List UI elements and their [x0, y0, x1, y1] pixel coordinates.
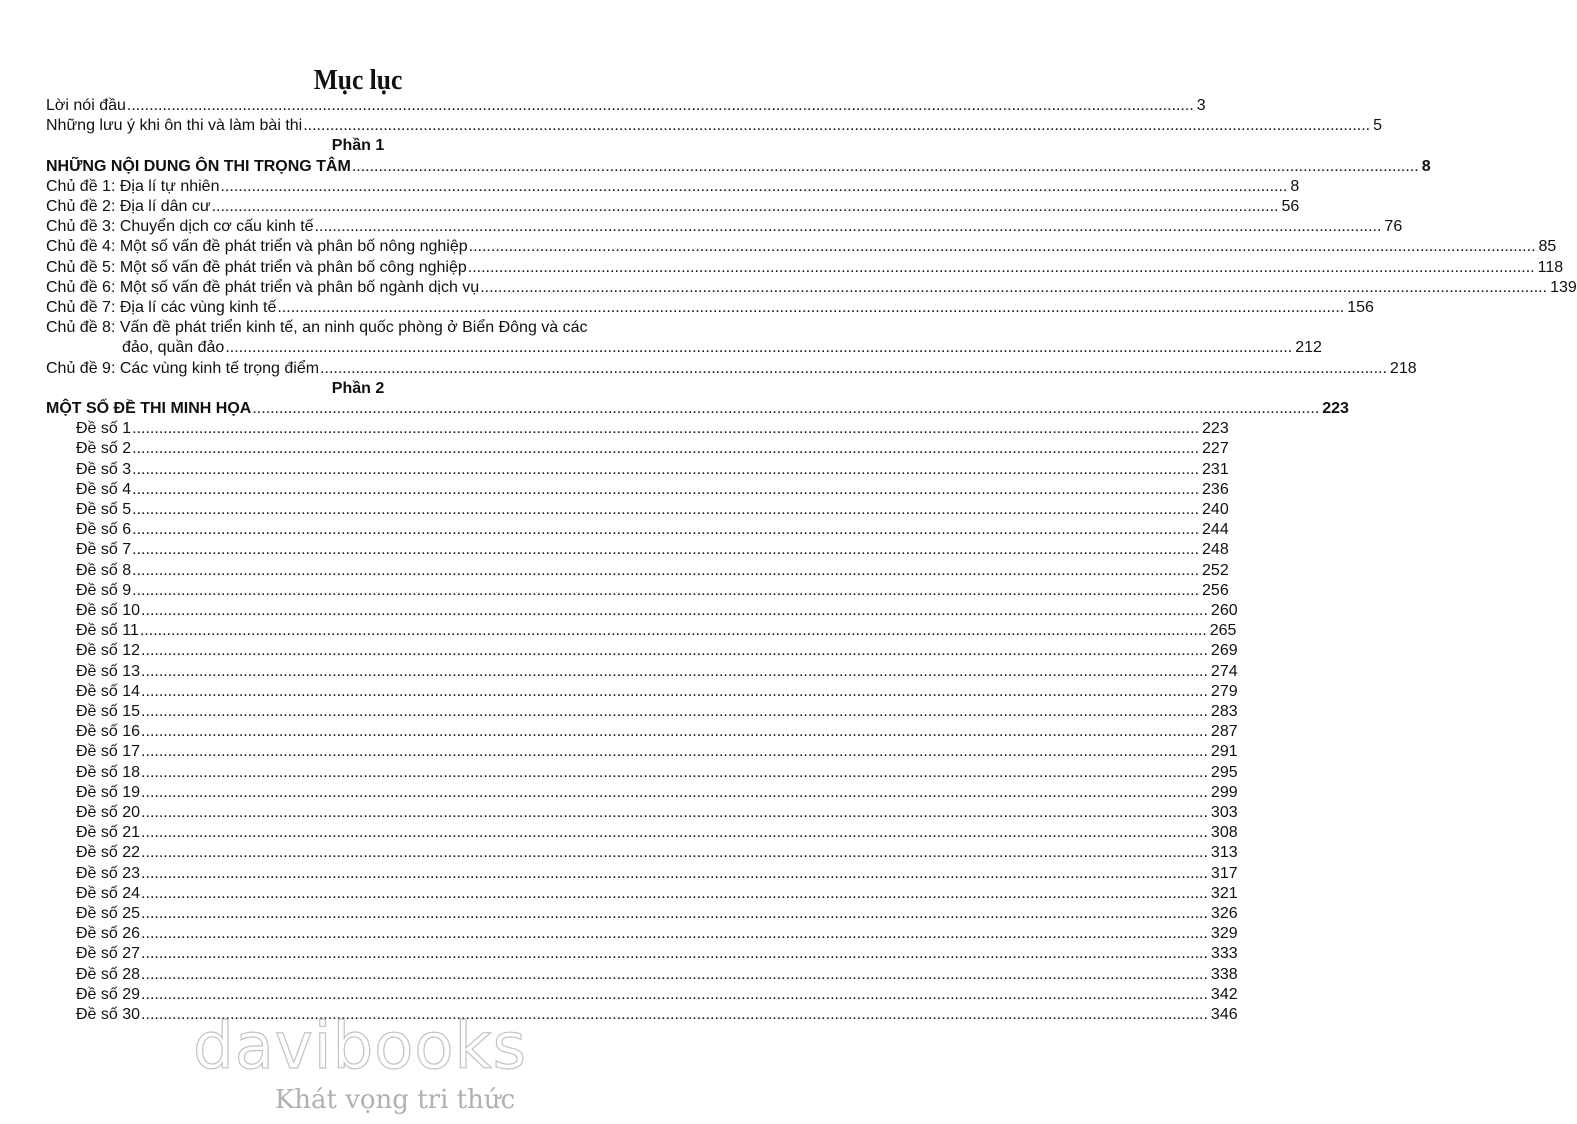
page-number: 212: [1295, 339, 1322, 357]
dot-leader: ................................................................................................................................................................................................................................................: [480, 278, 1548, 296]
page-number: 308: [1210, 824, 1238, 842]
entry-title: Đề số 22: [76, 844, 141, 862]
exam-entry: [76, 924, 1238, 944]
dot-leader: ................................................................................................................................................................................................................................................: [351, 157, 1419, 175]
page-number: 317: [1210, 864, 1238, 882]
page-number: 227: [1202, 440, 1229, 458]
toc-entry: [46, 177, 1300, 197]
toc-entry: [46, 359, 1417, 379]
exam-entry: [76, 783, 1238, 803]
page-number: 321: [1210, 884, 1238, 902]
entry-title: Đề số 5: [76, 501, 132, 518]
entry-title: Đề số 2: [76, 440, 132, 458]
part-heading: Phần 2: [331, 379, 385, 397]
dot-leader: ................................................................................................................................................................................................................................................: [141, 763, 1208, 781]
exam-entry: [76, 742, 1238, 762]
exam-entry: [76, 581, 1229, 601]
toc-entry: [46, 298, 1374, 318]
exam-entry: [76, 540, 1229, 560]
page-number: 8: [1421, 157, 1431, 175]
watermark-tagline: Khát vọng tri thức: [274, 1085, 516, 1115]
exam-entry: [76, 823, 1238, 843]
entry-title: NHỮNG NỘI DUNG ÔN THI TRỌNG TÂM: [46, 157, 351, 175]
entry-title: Đề số 19: [76, 783, 141, 801]
entry-title: Đề số 11: [76, 622, 139, 640]
exam-entry: [76, 439, 1229, 459]
page-number: 244: [1202, 521, 1229, 539]
exam-entry: [76, 965, 1238, 985]
dot-leader: ................................................................................................................................................................................................................................................: [141, 925, 1208, 943]
page-number: 236: [1202, 480, 1229, 498]
entry-title: Đề số 1: [76, 420, 132, 438]
entry-title: Đề số 29: [76, 985, 141, 1003]
exam-entry: [76, 985, 1238, 1005]
dot-leader: ................................................................................................................................................................................................................................................: [141, 783, 1208, 801]
entry-title: Đề số 20: [76, 804, 141, 821]
dot-leader: ................................................................................................................................................................................................................................................: [141, 945, 1208, 963]
entry-title: Chủ đề 5: Một số vấn đề phát triển và phân bố công nghiệp: [46, 258, 467, 276]
toc-entry: [46, 318, 680, 338]
exam-entry: [76, 520, 1229, 540]
page-number: 299: [1210, 783, 1238, 801]
dot-leader: ................................................................................................................................................................................................................................................: [141, 884, 1208, 902]
page-number: 283: [1210, 703, 1238, 720]
page-number: 295: [1210, 763, 1238, 781]
toc-entry: [46, 237, 1557, 257]
dot-leader: ................................................................................................................................................................................................................................................: [467, 258, 1535, 276]
entry-title: Đề số 14: [76, 682, 141, 700]
dot-leader: ................................................................................................................................................................................................................................................: [252, 400, 1320, 417]
exam-entry: [76, 682, 1238, 702]
page-number: 269: [1210, 642, 1238, 660]
entry-title: Đề số 12: [76, 642, 141, 660]
page-number: 8: [1290, 177, 1300, 195]
dot-leader: ................................................................................................................................................................................................................................................: [132, 460, 1200, 478]
entry-title: Đề số 18: [76, 763, 141, 781]
dot-leader: ................................................................................................................................................................................................................................................: [132, 480, 1200, 498]
page-number: 287: [1210, 723, 1238, 741]
page-number: 223: [1202, 420, 1229, 438]
dot-leader: ................................................................................................................................................................................................................................................: [126, 97, 1194, 114]
toc-entry: [46, 278, 1577, 298]
page-number: 265: [1209, 622, 1237, 640]
entry-title: Đề số 16: [76, 723, 141, 741]
dot-leader: ................................................................................................................................................................................................................................................: [141, 682, 1208, 700]
entry-title: Đề số 26: [76, 925, 141, 943]
dot-leader: ................................................................................................................................................................................................................................................: [141, 642, 1208, 660]
page-number: 85: [1538, 238, 1557, 256]
entry-title: Đề số 4: [76, 480, 132, 498]
page-number: 260: [1210, 602, 1238, 619]
part-heading: Phần 1: [331, 137, 385, 155]
dot-leader: ................................................................................................................................................................................................................................................: [141, 1006, 1208, 1023]
dot-leader: ................................................................................................................................................................................................................................................: [132, 541, 1200, 559]
page-number: 139: [1550, 278, 1577, 296]
exam-entry: [76, 662, 1238, 682]
entry-title: Đề số 28: [76, 965, 141, 983]
dot-leader: ................................................................................................................................................................................................................................................: [314, 218, 1382, 236]
dot-leader: ................................................................................................................................................................................................................................................: [139, 622, 1207, 640]
toc-entry: [46, 197, 1300, 217]
entry-title-continuation: đảo, quần đảo: [122, 339, 225, 357]
exam-entry: [76, 944, 1238, 964]
exam-entry: [76, 763, 1238, 783]
entry-title: Đề số 24: [76, 884, 141, 902]
entry-title: Đề số 17: [76, 743, 141, 761]
dot-leader: ................................................................................................................................................................................................................................................: [141, 844, 1208, 862]
page-number: 256: [1202, 581, 1229, 599]
page-number: 5: [1373, 117, 1382, 135]
exam-entry: [76, 601, 1238, 621]
dot-leader: ................................................................................................................................................................................................................................................: [132, 521, 1200, 539]
dot-leader: ................................................................................................................................................................................................................................................: [141, 804, 1208, 821]
page-number: 56: [1281, 198, 1300, 215]
exam-entry: [76, 843, 1238, 863]
toc-entry-continuation: [122, 338, 1322, 358]
dot-leader: ................................................................................................................................................................................................................................................: [211, 198, 1279, 215]
entry-title: Đề số 9: [76, 581, 132, 599]
page-number: 279: [1210, 682, 1238, 700]
page-number: 313: [1210, 844, 1238, 862]
entry-title: Đề số 27: [76, 945, 141, 963]
page-number: 274: [1210, 662, 1238, 680]
entry-title: Chủ đề 9: Các vùng kinh tế trọng điểm: [46, 359, 320, 377]
page-number: 3: [1196, 97, 1206, 114]
dot-leader: ................................................................................................................................................................................................................................................: [141, 703, 1208, 720]
exam-entry: [76, 621, 1237, 641]
entry-title: MỘT SỐ ĐỀ THI MINH HỌA: [46, 400, 252, 417]
dot-leader: ................................................................................................................................................................................................................................................: [303, 117, 1371, 135]
page-number: 76: [1384, 218, 1403, 236]
page-number: 240: [1202, 501, 1229, 518]
dot-leader: ................................................................................................................................................................................................................................................: [132, 581, 1200, 599]
entry-title: Đề số 25: [76, 905, 141, 922]
dot-leader: ................................................................................................................................................................................................................................................: [277, 299, 1345, 316]
section-entry: [46, 399, 1349, 419]
entry-title: Chủ đề 7: Địa lí các vùng kinh tế: [46, 299, 277, 316]
dot-leader: ................................................................................................................................................................................................................................................: [220, 177, 1288, 195]
page-number: 156: [1347, 299, 1374, 316]
entry-title: Đề số 7: [76, 541, 132, 559]
toc-entry: [46, 258, 1564, 278]
exam-entry: [76, 561, 1229, 581]
entry-title: Đề số 30: [76, 1006, 141, 1023]
entry-title: Đề số 6: [76, 521, 132, 539]
entry-title: Chủ đề 4: Một số vấn đề phát triển và phân bố nông nghiệp: [46, 238, 468, 256]
dot-leader: ................................................................................................................................................................................................................................................: [141, 824, 1208, 842]
entry-title: Những lưu ý khi ôn thi và làm bài thi: [46, 117, 303, 135]
page-number: 303: [1210, 804, 1238, 821]
page-number: 231: [1202, 460, 1229, 478]
entry-title: Lời nói đầu: [46, 97, 126, 114]
page-title: Mục lục: [313, 64, 403, 96]
exam-entry: [76, 460, 1229, 480]
entry-title: Đề số 21: [76, 824, 141, 842]
toc-entry: [46, 116, 1382, 136]
entry-title: Chủ đề 6: Một số vấn đề phát triển và phân bố ngành dịch vụ: [46, 278, 480, 296]
dot-leader: ................................................................................................................................................................................................................................................: [141, 985, 1208, 1003]
page-number: 342: [1210, 985, 1238, 1003]
page-number: 329: [1210, 925, 1238, 943]
page-number: 326: [1210, 905, 1238, 922]
entry-title: Chủ đề 1: Địa lí tự nhiên: [46, 177, 220, 195]
exam-entry: [76, 641, 1238, 661]
dot-leader: ................................................................................................................................................................................................................................................: [141, 602, 1208, 619]
toc-entry: [46, 96, 1206, 116]
page-number: 333: [1210, 945, 1238, 963]
dot-leader: ................................................................................................................................................................................................................................................: [225, 339, 1293, 357]
page-number: 118: [1537, 258, 1564, 276]
page-number: 252: [1202, 561, 1229, 579]
page-number: 338: [1210, 965, 1238, 983]
entry-title: Đề số 10: [76, 602, 141, 619]
entry-title: Đề số 8: [76, 561, 132, 579]
entry-title: Đề số 13: [76, 662, 141, 680]
toc-entry: [46, 217, 1403, 237]
dot-leader: ................................................................................................................................................................................................................................................: [141, 965, 1208, 983]
entry-title: Chủ đề 2: Địa lí dân cư: [46, 198, 211, 215]
dot-leader: ................................................................................................................................................................................................................................................: [132, 561, 1200, 579]
exam-entry: [76, 500, 1229, 520]
entry-title: Chủ đề 3: Chuyển dịch cơ cấu kinh tế: [46, 218, 314, 236]
dot-leader: ................................................................................................................................................................................................................................................: [468, 238, 1536, 256]
entry-title: Đề số 23: [76, 864, 141, 882]
watermark-brand: davibooks: [193, 1010, 527, 1084]
entry-title: Đề số 15: [76, 703, 141, 720]
dot-leader: ................................................................................................................................................................................................................................................: [132, 420, 1200, 438]
exam-entry: [76, 722, 1238, 742]
page-number: 248: [1202, 541, 1229, 559]
dot-leader: ................................................................................................................................................................................................................................................: [320, 359, 1387, 377]
exam-entry: [76, 884, 1238, 904]
exam-entry: [76, 702, 1238, 722]
exam-entry: [76, 864, 1238, 884]
dot-leader: ................................................................................................................................................................................................................................................: [132, 501, 1200, 518]
entry-title: Đề số 3: [76, 460, 132, 478]
exam-entry: [76, 803, 1238, 823]
exam-entry: [76, 419, 1229, 439]
section-entry: [46, 157, 1431, 177]
page-number: 223: [1322, 400, 1349, 417]
exam-entry: [76, 480, 1229, 500]
page-number: 218: [1389, 359, 1417, 377]
dot-leader: ................................................................................................................................................................................................................................................: [132, 440, 1200, 458]
dot-leader: ................................................................................................................................................................................................................................................: [141, 662, 1208, 680]
page-number: 346: [1210, 1006, 1238, 1023]
dot-leader: ................................................................................................................................................................................................................................................: [141, 905, 1208, 922]
dot-leader: ................................................................................................................................................................................................................................................: [141, 743, 1208, 761]
dot-leader: ................................................................................................................................................................................................................................................: [141, 864, 1208, 882]
dot-leader: ................................................................................................................................................................................................................................................: [141, 723, 1208, 741]
entry-title: Chủ đề 8: Vấn đề phát triển kinh tế, an ninh quốc phòng ở Biển Đông và các: [46, 319, 588, 337]
page-number: 291: [1210, 743, 1238, 761]
exam-entry: [76, 904, 1238, 924]
